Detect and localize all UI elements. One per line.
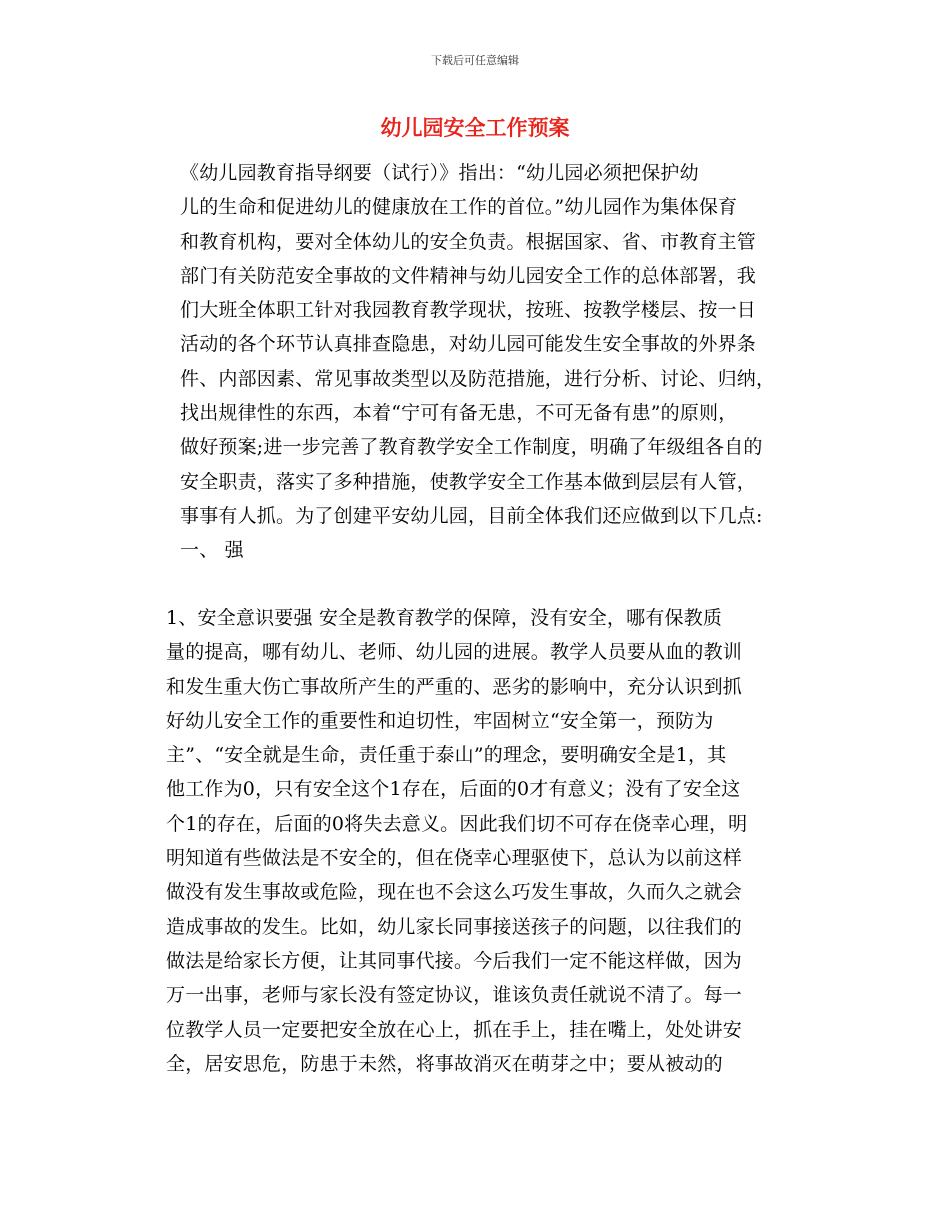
paragraph-line: 量的提高，哪有幼儿、老师、幼儿园的进展。教学人员要从血的教训 xyxy=(166,641,743,664)
paragraph-line: 《幼儿园教育指导纲要（试行）》指出：“幼儿园必须把保护幼 xyxy=(180,162,699,184)
paragraph-line: 好幼儿安全工作的重要性和迫切性，牢固树立“安全第一，预防为 xyxy=(166,709,714,732)
section-heading-line: 一、 强 xyxy=(180,539,244,562)
paragraph-line: 做法是给家长方便，让其同事代接。今后我们一定不能这样做，因为 xyxy=(166,949,743,972)
paragraph-line: 们大班全体职工针对我园教育教学现状，按班、按教学楼层、按一日 xyxy=(180,299,757,322)
paragraph-line: 主”、“安全就是生命，责任重于泰山”的理念，要明确安全是1，其 xyxy=(166,744,727,767)
paragraph-line: 个1的存在，后面的0将失去意义。因此我们切不可存在侥幸心理，明 xyxy=(166,812,748,835)
paragraph-line: 明知道有些做法是不安全的，但在侥幸心理驱使下，总认为以前这样 xyxy=(166,847,743,870)
paragraph-line: 找出规律性的东西，本着“宁可有备无患，不可无备有患”的原则， xyxy=(180,402,738,425)
paragraph-line: 造成事故的发生。比如，幼儿家长同事接送孩子的问题，以往我们的 xyxy=(166,915,743,938)
paragraph-line: 1、安全意识要强 安全是教育教学的保障，没有安全，哪有保教质 xyxy=(166,607,723,629)
paragraph-intro xyxy=(142,156,810,568)
paragraph-line: 全，居安思危，防患于未然，将事故消灭在萌芽之中；要从被动的 xyxy=(166,1052,723,1075)
paragraph-line: 事事有人抓。为了创建平安幼儿园，目前全体我们还应做到以下几点: xyxy=(180,504,763,527)
paragraph-line: 儿的生命和促进幼儿的健康放在工作的首位。”幼儿园作为集体保育 xyxy=(180,196,738,219)
paragraph-line: 他工作为0，只有安全这个1存在，后面的0才有意义；没有了安全这 xyxy=(166,778,741,801)
paragraph-safety-awareness xyxy=(142,601,810,1081)
header-note: 下载后可任意编辑 xyxy=(431,54,519,67)
paragraph-line: 件、内部因素、常见事故类型以及防范措施，进行分析、讨论、归纳， xyxy=(180,367,776,390)
paragraph-line: 做没有发生事故或危险，现在也不会这么巧发生事故，久而久之就会 xyxy=(166,881,743,904)
paragraph-line: 万一出事，老师与家长没有签定协议，谁该负责任就说不清了。每一 xyxy=(166,984,743,1007)
paragraph-line: 和教育机构，要对全体幼儿的安全负责。根据国家、省、市教育主管 xyxy=(180,230,757,253)
document-title: 幼儿园安全工作预案 xyxy=(380,116,570,140)
paragraph-line: 和发生重大伤亡事故所产生的严重的、恶劣的影响中，充分认识到抓 xyxy=(166,675,743,698)
paragraph-line: 安全职责，落实了多种措施，使教学安全工作基本做到层层有人管， xyxy=(180,470,757,493)
paragraph-line: 做好预案;进一步完善了教育教学安全工作制度，明确了年级组各自的 xyxy=(180,436,763,459)
paragraph-line: 活动的各个环节认真排查隐患，对幼儿园可能发生安全事故的外界条 xyxy=(180,333,757,356)
paragraph-line: 部门有关防范安全事故的文件精神与幼儿园安全工作的总体部署，我 xyxy=(180,264,757,287)
paragraph-line: 位教学人员一定要把安全放在心上，抓在手上，挂在嘴上，处处讲安 xyxy=(166,1018,743,1041)
